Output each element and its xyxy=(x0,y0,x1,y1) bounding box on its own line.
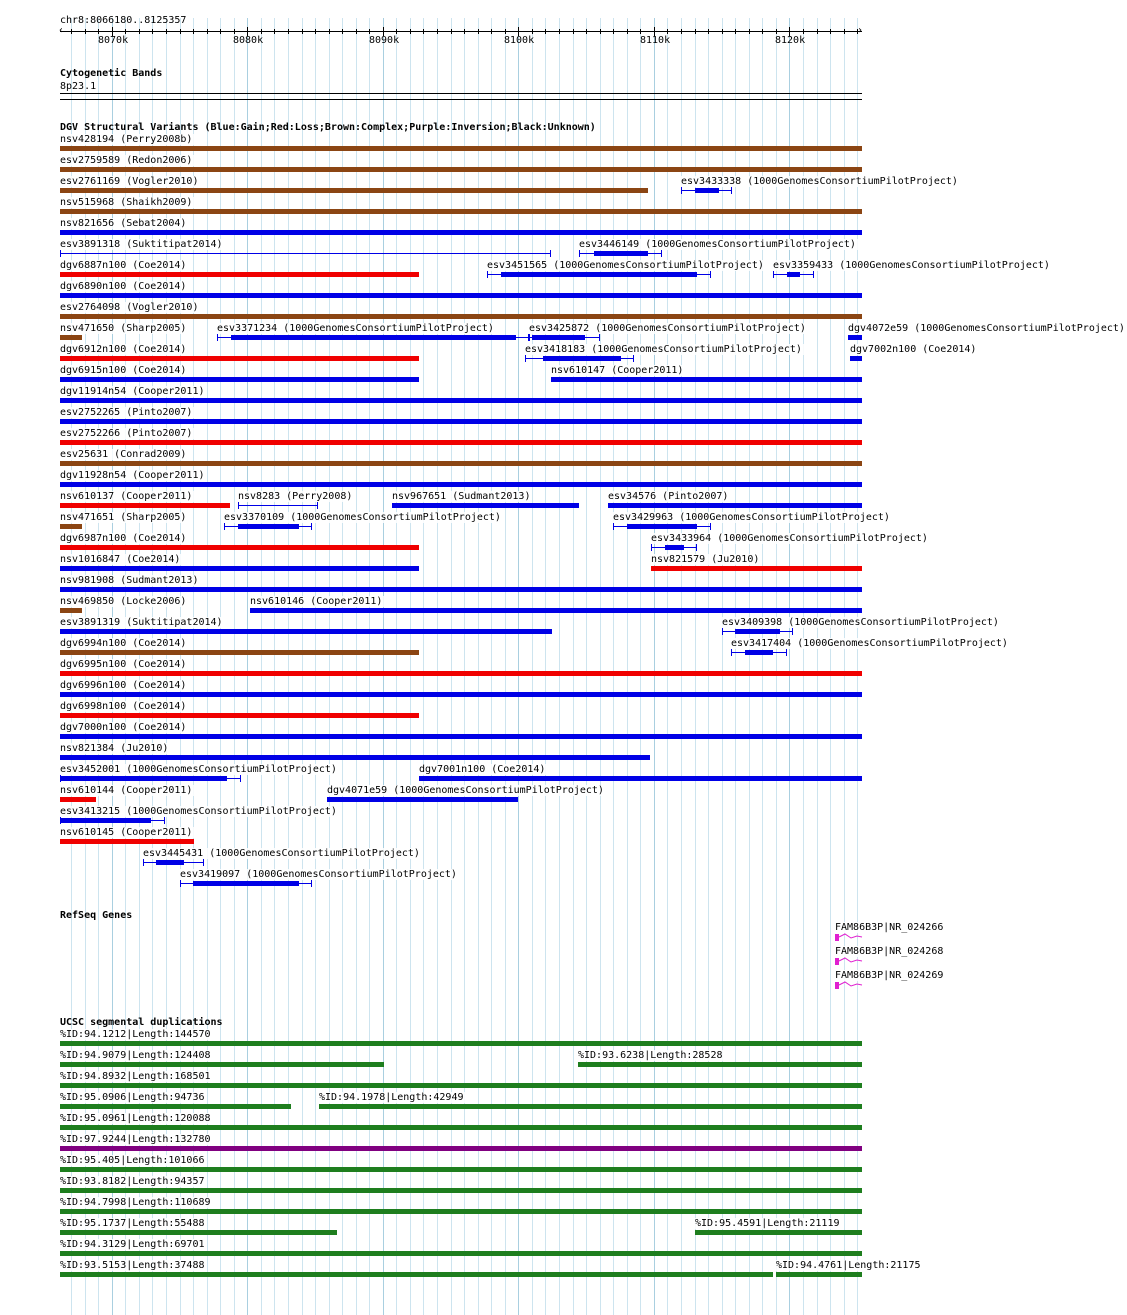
dgv-feature-label[interactable]: esv3370109 (1000GenomesConsortiumPilotProject) xyxy=(224,512,501,523)
ruler-tick xyxy=(464,29,465,34)
ruler-tick xyxy=(627,29,628,34)
dgv-feature-label[interactable]: nsv469850 (Locke2006) xyxy=(60,596,187,607)
dgv-feature-label[interactable]: nsv610145 (Cooper2011) xyxy=(60,827,193,838)
dgv-feature-core[interactable] xyxy=(627,524,697,529)
dgv-feature-label[interactable]: nsv1016847 (Coe2014) xyxy=(60,554,181,565)
segdup-feature-label[interactable]: %ID:94.1978|Length:42949 xyxy=(319,1092,464,1103)
segdup-feature-bar[interactable] xyxy=(319,1104,862,1109)
dgv-feature-bar[interactable] xyxy=(848,335,862,340)
dgv-feature-label[interactable]: dgv6998n100 (Coe2014) xyxy=(60,701,187,712)
dgv-feature-label[interactable]: nsv428194 (Perry2008b) xyxy=(60,134,193,145)
ruler-tick xyxy=(613,29,614,34)
dgv-feature-end-tick xyxy=(525,355,526,362)
dgv-feature-label[interactable]: esv3891318 (Suktitipat2014) xyxy=(60,239,223,250)
dgv-feature-label[interactable]: nsv610144 (Cooper2011) xyxy=(60,785,193,796)
dgv-feature-end-tick xyxy=(773,271,774,278)
dgv-feature-end-tick xyxy=(731,187,732,194)
gene-model-icon[interactable] xyxy=(835,956,863,966)
dgv-feature-core[interactable] xyxy=(60,776,227,781)
dgv-feature-label[interactable]: esv3451565 (1000GenomesConsortiumPilotProject) xyxy=(487,260,764,271)
dgv-feature-label[interactable]: esv25631 (Conrad2009) xyxy=(60,449,187,460)
dgv-feature-label[interactable]: esv2752266 (Pinto2007) xyxy=(60,428,193,439)
dgv-feature-end-tick xyxy=(731,649,732,656)
dgv-feature-label[interactable]: dgv11914n54 (Cooper2011) xyxy=(60,386,205,397)
dgv-feature-span[interactable] xyxy=(238,505,318,506)
ruler-tick xyxy=(356,29,357,34)
dgv-feature-label[interactable]: esv3417404 (1000GenomesConsortiumPilotProject) xyxy=(731,638,1008,649)
dgv-feature-bar[interactable] xyxy=(60,650,419,655)
segdup-feature-label[interactable]: %ID:95.0906|Length:94736 xyxy=(60,1092,205,1103)
dgv-feature-end-tick xyxy=(311,880,312,887)
ruler-tick xyxy=(844,29,845,34)
dgv-feature-core[interactable] xyxy=(231,335,516,340)
dgv-feature-core[interactable] xyxy=(238,524,299,529)
dgv-feature-label[interactable]: dgv7000n100 (Coe2014) xyxy=(60,722,187,733)
ruler-tick xyxy=(478,29,479,34)
dgv-feature-span[interactable] xyxy=(60,253,551,254)
dgv-feature-label[interactable]: esv3413215 (1000GenomesConsortiumPilotProject) xyxy=(60,806,337,817)
segdup-feature-label[interactable]: %ID:95.4591|Length:21119 xyxy=(695,1218,840,1229)
dgv-feature-end-tick xyxy=(613,523,614,530)
segdup-feature-bar[interactable] xyxy=(60,1230,337,1235)
dgv-feature-label[interactable]: dgv6987n100 (Coe2014) xyxy=(60,533,187,544)
ruler-tick xyxy=(437,29,438,34)
refseq-gene-label[interactable]: FAM86B3P|NR_024266 xyxy=(835,922,944,933)
ruler-tick-label: 8120k xyxy=(775,35,806,46)
dgv-feature-end-tick xyxy=(722,628,723,635)
region-label: chr8:8066180..8125357 xyxy=(60,15,187,26)
dgv-feature-end-tick xyxy=(599,334,600,341)
dgv-feature-end-tick xyxy=(813,271,814,278)
segdup-feature-bar[interactable] xyxy=(578,1062,862,1067)
dgv-feature-bar[interactable] xyxy=(60,398,862,403)
segdup-feature-label[interactable]: %ID:94.7998|Length:110689 xyxy=(60,1197,211,1208)
dgv-feature-end-tick xyxy=(579,250,580,257)
dgv-feature-bar[interactable] xyxy=(60,440,862,445)
ruler-tick xyxy=(817,29,818,34)
dgv-feature-label[interactable]: nsv981908 (Sudmant2013) xyxy=(60,575,199,586)
ruler-tick xyxy=(396,29,397,34)
ruler-tick xyxy=(762,29,763,34)
dgv-feature-bar[interactable] xyxy=(60,335,82,340)
dgv-feature-label[interactable]: dgv7002n100 (Coe2014) xyxy=(850,344,977,355)
dgv-track-title[interactable]: DGV Structural Variants (Blue:Gain;Red:Loss;Brown:Complex;Purple:Inversion;Black:Unknown) xyxy=(60,122,596,133)
dgv-feature-end-tick xyxy=(203,859,204,866)
ruler-tick xyxy=(423,29,424,34)
cyto-band-label[interactable]: 8p23.1 xyxy=(60,81,97,92)
ruler-tick xyxy=(722,29,723,34)
ruler-tick-label: 8090k xyxy=(369,35,400,46)
segdup-feature-label[interactable]: %ID:93.5153|Length:37488 xyxy=(60,1260,205,1271)
dgv-feature-core[interactable] xyxy=(787,272,800,277)
gene-model-icon[interactable] xyxy=(835,932,863,942)
dgv-feature-bar[interactable] xyxy=(60,356,419,361)
segdup-feature-bar[interactable] xyxy=(60,1062,384,1067)
dgv-feature-label[interactable]: dgv6995n100 (Coe2014) xyxy=(60,659,187,670)
segdup-feature-label[interactable]: %ID:94.9079|Length:124408 xyxy=(60,1050,211,1061)
dgv-feature-end-tick xyxy=(60,250,61,257)
dgv-feature-bar[interactable] xyxy=(392,503,579,508)
ruler-tick-label: 8070k xyxy=(98,35,129,46)
ruler-tick xyxy=(302,29,303,34)
dgv-feature-bar[interactable] xyxy=(850,356,862,361)
dgv-feature-label[interactable]: nsv471651 (Sharp2005) xyxy=(60,512,187,523)
dgv-feature-bar[interactable] xyxy=(419,776,862,781)
dgv-feature-label[interactable]: esv3429963 (1000GenomesConsortiumPilotProject) xyxy=(613,512,890,523)
dgv-feature-bar[interactable] xyxy=(60,608,82,613)
ruler-tick xyxy=(545,29,546,34)
dgv-feature-end-tick xyxy=(696,544,697,551)
dgv-feature-core[interactable] xyxy=(735,629,780,634)
dgv-feature-end-tick xyxy=(529,334,530,341)
dgv-feature-label[interactable]: esv2752265 (Pinto2007) xyxy=(60,407,193,418)
dgv-feature-end-tick xyxy=(317,502,318,509)
ruler-tick xyxy=(125,29,126,34)
dgv-feature-bar[interactable] xyxy=(60,629,552,634)
ruler-tick xyxy=(410,29,411,34)
segdup-feature-bar[interactable] xyxy=(60,1209,862,1214)
dgv-feature-label[interactable]: dgv6915n100 (Coe2014) xyxy=(60,365,187,376)
ruler-tick xyxy=(180,29,181,34)
segdup-feature-label[interactable]: %ID:94.4761|Length:21175 xyxy=(776,1260,921,1271)
ruler-tick xyxy=(274,29,275,34)
dgv-feature-core[interactable] xyxy=(501,272,697,277)
dgv-feature-end-tick xyxy=(710,271,711,278)
dgv-feature-end-tick xyxy=(217,334,218,341)
segdup-feature-label[interactable]: %ID:95.1737|Length:55488 xyxy=(60,1218,205,1229)
dgv-feature-bar[interactable] xyxy=(60,461,862,466)
dgv-feature-label[interactable]: dgv4071e59 (1000GenomesConsortiumPilotProject) xyxy=(327,785,604,796)
dgv-feature-end-tick xyxy=(240,775,241,782)
segdup-track-title[interactable]: UCSC segmental duplications xyxy=(60,1017,223,1028)
segdup-feature-bar[interactable] xyxy=(60,1041,862,1046)
segdup-feature-label[interactable]: %ID:94.3129|Length:69701 xyxy=(60,1239,205,1250)
ruler-tick-label: 8110k xyxy=(640,35,671,46)
refseq-gene-label[interactable]: FAM86B3P|NR_024269 xyxy=(835,970,944,981)
dgv-feature-end-tick xyxy=(143,859,144,866)
dgv-feature-core[interactable] xyxy=(193,881,299,886)
dgv-feature-label[interactable]: esv34576 (Pinto2007) xyxy=(608,491,729,502)
segdup-feature-label[interactable]: %ID:94.8932|Length:168501 xyxy=(60,1071,211,1082)
dgv-feature-end-tick xyxy=(786,649,787,656)
dgv-feature-label[interactable]: nsv8283 (Perry2008) xyxy=(238,491,353,502)
dgv-feature-end-tick xyxy=(710,523,711,530)
dgv-feature-bar[interactable] xyxy=(60,545,419,550)
dgv-feature-bar[interactable] xyxy=(250,608,862,613)
dgv-feature-label[interactable]: esv3409398 (1000GenomesConsortiumPilotProject) xyxy=(722,617,999,628)
dgv-feature-bar[interactable] xyxy=(60,692,862,697)
dgv-feature-core[interactable] xyxy=(695,188,719,193)
segdup-feature-bar[interactable] xyxy=(60,1167,862,1172)
dgv-feature-end-tick xyxy=(661,250,662,257)
dgv-feature-bar[interactable] xyxy=(60,734,862,739)
dgv-feature-label[interactable]: dgv6890n100 (Coe2014) xyxy=(60,281,187,292)
ruler-tick xyxy=(166,29,167,34)
segdup-feature-label[interactable]: %ID:94.1212|Length:144570 xyxy=(60,1029,211,1040)
dgv-feature-bar[interactable] xyxy=(551,377,862,382)
dgv-feature-label[interactable]: esv2759589 (Redon2006) xyxy=(60,155,193,166)
ruler-tick xyxy=(586,29,587,34)
dgv-feature-bar[interactable] xyxy=(60,188,648,193)
segdup-feature-bar[interactable] xyxy=(60,1272,773,1277)
segdup-feature-bar[interactable] xyxy=(695,1230,862,1235)
ruler-tick xyxy=(315,29,316,34)
ruler-tick xyxy=(220,29,221,34)
dgv-feature-end-tick xyxy=(681,187,682,194)
ruler-tick xyxy=(532,29,533,34)
dgv-feature-label[interactable]: esv3425872 (1000GenomesConsortiumPilotProject) xyxy=(529,323,806,334)
dgv-feature-end-tick xyxy=(180,880,181,887)
dgv-feature-label[interactable]: nsv471650 (Sharp2005) xyxy=(60,323,187,334)
dgv-feature-bar[interactable] xyxy=(60,230,862,235)
ruler-right-arrow[interactable]: › xyxy=(857,25,864,36)
ruler-tick xyxy=(640,29,641,34)
ruler-tick xyxy=(193,29,194,34)
ruler-tick-label: 8080k xyxy=(233,35,264,46)
refseq-gene-label[interactable]: FAM86B3P|NR_024268 xyxy=(835,946,944,957)
segdup-feature-label[interactable]: %ID:97.9244|Length:132780 xyxy=(60,1134,211,1145)
ruler-tick xyxy=(329,29,330,34)
ruler-tick-label: 8100k xyxy=(504,35,535,46)
ruler-tick xyxy=(505,29,506,34)
dgv-feature-bar[interactable] xyxy=(60,377,419,382)
dgv-feature-bar[interactable] xyxy=(608,503,862,508)
dgv-feature-label[interactable]: nsv967651 (Sudmant2013) xyxy=(392,491,531,502)
cyto-band-line-bottom xyxy=(60,99,862,100)
dgv-feature-bar[interactable] xyxy=(60,293,862,298)
ruler-tick xyxy=(681,29,682,34)
refseq-track-title[interactable]: RefSeq Genes xyxy=(60,910,133,921)
ruler-tick xyxy=(830,29,831,34)
dgv-feature-bar[interactable] xyxy=(60,167,862,172)
dgv-feature-label[interactable]: nsv821384 (Ju2010) xyxy=(60,743,169,754)
dgv-feature-end-tick xyxy=(487,271,488,278)
dgv-feature-bar[interactable] xyxy=(60,524,82,529)
ruler-tick xyxy=(261,29,262,34)
ruler-tick xyxy=(288,29,289,34)
dgv-feature-bar[interactable] xyxy=(60,797,96,802)
segdup-feature-label[interactable]: %ID:95.405|Length:101066 xyxy=(60,1155,205,1166)
ruler-tick xyxy=(708,29,709,34)
segdup-feature-label[interactable]: %ID:93.6238|Length:28528 xyxy=(578,1050,723,1061)
dgv-feature-bar[interactable] xyxy=(60,272,419,277)
segdup-feature-bar[interactable] xyxy=(60,1083,862,1088)
ruler-tick xyxy=(600,29,601,34)
ruler-tick xyxy=(234,29,235,34)
dgv-feature-label[interactable]: esv3433338 (1000GenomesConsortiumPilotProject) xyxy=(681,176,958,187)
dgv-feature-bar[interactable] xyxy=(327,797,518,802)
segdup-feature-bar[interactable] xyxy=(60,1125,862,1130)
dgv-feature-end-tick xyxy=(651,544,652,551)
dgv-feature-end-tick xyxy=(792,628,793,635)
ruler-tick xyxy=(803,29,804,34)
dgv-feature-bar[interactable] xyxy=(60,587,862,592)
dgv-feature-bar[interactable] xyxy=(60,482,862,487)
cyto-band-line-top xyxy=(60,93,862,94)
dgv-feature-label[interactable]: esv3452001 (1000GenomesConsortiumPilotProject) xyxy=(60,764,337,775)
dgv-feature-label[interactable]: nsv610147 (Cooper2011) xyxy=(551,365,684,376)
segdup-feature-label[interactable]: %ID:95.0961|Length:120088 xyxy=(60,1113,211,1124)
dgv-feature-label[interactable]: esv2764098 (Vogler2010) xyxy=(60,302,199,313)
ruler-tick xyxy=(342,29,343,34)
dgv-feature-core[interactable] xyxy=(156,860,184,865)
ruler-tick xyxy=(207,29,208,34)
dgv-feature-bar[interactable] xyxy=(60,419,862,424)
dgv-feature-bar[interactable] xyxy=(60,503,230,508)
dgv-feature-end-tick xyxy=(311,523,312,530)
dgv-feature-end-tick xyxy=(238,502,239,509)
ruler-tick xyxy=(71,29,72,34)
dgv-feature-label[interactable]: esv3891319 (Suktitipat2014) xyxy=(60,617,223,628)
ruler-tick xyxy=(451,29,452,34)
dgv-feature-label[interactable]: dgv6887n100 (Coe2014) xyxy=(60,260,187,271)
dgv-feature-label[interactable]: esv3445431 (1000GenomesConsortiumPilotProject) xyxy=(143,848,420,859)
dgv-feature-core[interactable] xyxy=(60,818,151,823)
dgv-feature-bar[interactable] xyxy=(60,755,650,760)
ruler-tick xyxy=(667,29,668,34)
ruler-tick xyxy=(735,29,736,34)
ruler-tick xyxy=(491,29,492,34)
dgv-feature-bar[interactable] xyxy=(651,566,862,571)
dgv-feature-bar[interactable] xyxy=(60,146,862,151)
dgv-feature-bar[interactable] xyxy=(60,209,862,214)
dgv-feature-end-tick xyxy=(633,355,634,362)
dgv-feature-end-tick xyxy=(550,250,551,257)
ruler-tick xyxy=(776,29,777,34)
segdup-feature-bar[interactable] xyxy=(60,1146,862,1151)
dgv-feature-label[interactable]: nsv515968 (Shaikh2009) xyxy=(60,197,193,208)
dgv-feature-label[interactable]: dgv7001n100 (Coe2014) xyxy=(419,764,546,775)
dgv-feature-label[interactable]: esv3419097 (1000GenomesConsortiumPilotProject) xyxy=(180,869,457,880)
dgv-feature-label[interactable]: dgv6996n100 (Coe2014) xyxy=(60,680,187,691)
dgv-feature-core[interactable] xyxy=(532,335,585,340)
cyto-track-title[interactable]: Cytogenetic Bands xyxy=(60,68,163,79)
dgv-feature-label[interactable]: esv2761169 (Vogler2010) xyxy=(60,176,199,187)
dgv-feature-label[interactable]: dgv6912n100 (Coe2014) xyxy=(60,344,187,355)
dgv-feature-label[interactable]: dgv11928n54 (Cooper2011) xyxy=(60,470,205,481)
dgv-feature-label[interactable]: esv3433964 (1000GenomesConsortiumPilotProject) xyxy=(651,533,928,544)
dgv-feature-core[interactable] xyxy=(543,356,621,361)
ruler-tick xyxy=(695,29,696,34)
ruler-tick xyxy=(749,29,750,34)
ruler-tick xyxy=(369,29,370,34)
ruler-tick xyxy=(559,29,560,34)
dgv-feature-core[interactable] xyxy=(665,545,684,550)
dgv-feature-core[interactable] xyxy=(594,251,648,256)
ruler-tick xyxy=(98,29,99,34)
dgv-feature-bar[interactable] xyxy=(60,671,862,676)
dgv-feature-label[interactable]: esv3418183 (1000GenomesConsortiumPilotProject) xyxy=(525,344,802,355)
ruler-left-arrow[interactable]: ‹ xyxy=(58,25,65,36)
gene-model-icon[interactable] xyxy=(835,980,863,990)
ruler-tick xyxy=(573,29,574,34)
dgv-feature-bar[interactable] xyxy=(60,839,194,844)
segdup-feature-bar[interactable] xyxy=(60,1188,862,1193)
ruler-tick xyxy=(85,29,86,34)
dgv-feature-label[interactable]: nsv610146 (Cooper2011) xyxy=(250,596,383,607)
dgv-feature-label[interactable]: esv3446149 (1000GenomesConsortiumPilotProject) xyxy=(579,239,856,250)
dgv-feature-bar[interactable] xyxy=(60,713,419,718)
dgv-feature-bar[interactable] xyxy=(60,566,419,571)
dgv-feature-label[interactable]: nsv610137 (Cooper2011) xyxy=(60,491,193,502)
dgv-feature-label[interactable]: esv3359433 (1000GenomesConsortiumPilotProject) xyxy=(773,260,1050,271)
segdup-feature-label[interactable]: %ID:93.8182|Length:94357 xyxy=(60,1176,205,1187)
dgv-feature-end-tick xyxy=(164,817,165,824)
dgv-feature-bar[interactable] xyxy=(60,314,862,319)
dgv-feature-end-tick xyxy=(224,523,225,530)
dgv-feature-label[interactable]: dgv4072e59 (1000GenomesConsortiumPilotProject) xyxy=(848,323,1125,334)
dgv-feature-label[interactable]: nsv821579 (Ju2010) xyxy=(651,554,760,565)
segdup-feature-bar[interactable] xyxy=(60,1251,862,1256)
dgv-feature-core[interactable] xyxy=(745,650,773,655)
dgv-feature-label[interactable]: esv3371234 (1000GenomesConsortiumPilotProject) xyxy=(217,323,494,334)
dgv-feature-label[interactable]: dgv6994n100 (Coe2014) xyxy=(60,638,187,649)
segdup-feature-bar[interactable] xyxy=(60,1104,291,1109)
segdup-feature-bar[interactable] xyxy=(776,1272,862,1277)
ruler-tick xyxy=(139,29,140,34)
ruler-tick xyxy=(152,29,153,34)
dgv-feature-label[interactable]: nsv821656 (Sebat2004) xyxy=(60,218,187,229)
